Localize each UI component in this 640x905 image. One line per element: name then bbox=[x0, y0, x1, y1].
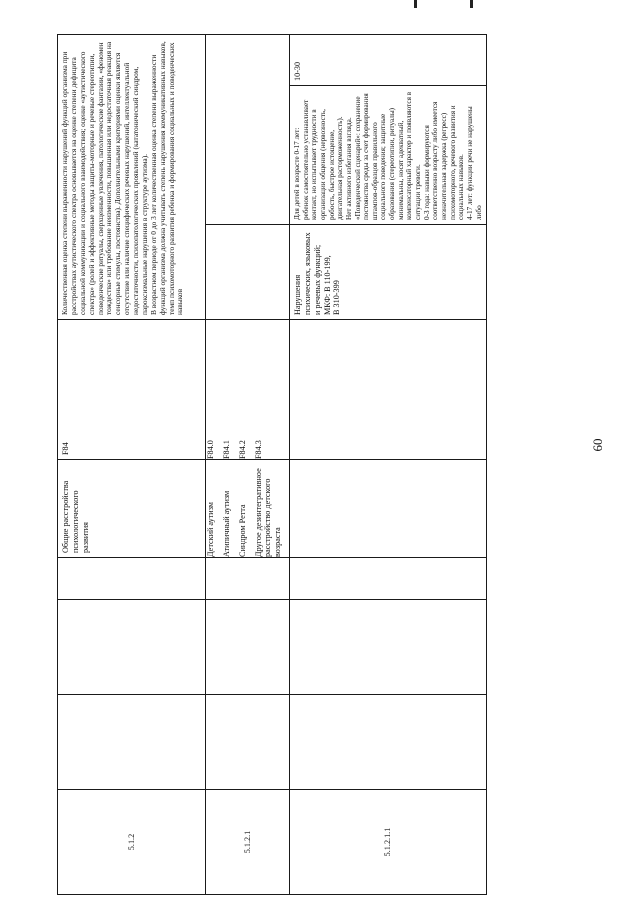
top-mark bbox=[470, 0, 473, 8]
empty-cell bbox=[58, 695, 206, 790]
icd-code bbox=[290, 320, 487, 460]
criteria-text: Для детей в возрасте 0-17 лет: ребенок самостоятельно устанавливает контакт, но испытывает трудности в организации общения (нервозность, робость, быстрое истощение, двигательная расторможенность). Нет активного избегания взгляда. «Поведенческий сценарий»: сохранение постоянства среды за счет формирования штампов-образцов правильного социального поведения; защитные образования (стереотипии, ритуалы) минимальны, носят адекватный, компенсаторный характер и появляются в ситуации тревоги. 0-3 года: навыки формируются соответственно возрасту либо имеется незначительная задержка (регресс) психомоторного, речевого развития и социальных навыков. 4-17 лет: функции речи не нарушены либо bbox=[290, 85, 486, 224]
table-row bbox=[206, 34, 290, 894]
subitem-icd: F84.3 bbox=[253, 440, 263, 459]
empty-cell bbox=[206, 225, 290, 320]
table-row bbox=[58, 34, 206, 894]
empty-cell bbox=[290, 558, 487, 600]
subitem-icd: F84.2 bbox=[237, 440, 247, 459]
empty-cell bbox=[290, 460, 487, 558]
subitem-codes bbox=[206, 320, 269, 459]
top-mark bbox=[414, 0, 417, 8]
rotated-table-wrapper bbox=[57, 35, 483, 895]
empty-cell bbox=[290, 600, 487, 695]
subitem-name: Другое дезинтегративное расстройство детского возраста bbox=[253, 468, 283, 557]
criteria-table bbox=[57, 34, 487, 895]
percent-value: 10-30 bbox=[293, 61, 303, 81]
empty-cell bbox=[206, 34, 290, 224]
empty-cell bbox=[58, 558, 206, 600]
subitem-names bbox=[206, 460, 289, 557]
empty-cell bbox=[290, 695, 487, 790]
empty-cell bbox=[206, 695, 290, 790]
row-code: 5.1.2.1.1 bbox=[290, 790, 487, 895]
empty-cell bbox=[206, 320, 290, 460]
subitem-name: Детский аутизм bbox=[206, 502, 215, 557]
empty-cell bbox=[206, 558, 290, 600]
assessment-criteria-detail bbox=[290, 34, 487, 224]
diagnosis-mkf: Нарушения психических, языковых и речевых функций; МКФ: B 110-199, B 310-399 bbox=[290, 225, 487, 320]
row-code: 5.1.2 bbox=[58, 790, 206, 895]
row-code: 5.1.2.1 bbox=[206, 790, 290, 895]
subitem-name: Атипичный аутизм bbox=[221, 490, 231, 557]
disorder-name: Общие расстройства психологического развития bbox=[58, 460, 206, 558]
subitem-icd: F84.1 bbox=[221, 440, 231, 459]
assessment-criteria: Количественная оценка степени выраженности нарушений функций организма при расстройствах аутистического спектра основывается на оценке степени дефицита социальной коммуникации и социального взаимодействия; оценке «аутистического спектра» (ролей и эффективные методы защиты-моторные и речевые стереотипии, поведенческие ритуалы, сверхценные увлечения, патологические фантазии, «феномен тождества» или требование неизменности, повышенная или недостаточная реакция на сенсорные стимулы, постоянства). Дополнительными критериями оценки является отсутствие или наличие специфических речевых нарушений, интеллектуальной недостаточности, психопатологических проявлений (кататонический синдром, пароксизмальные нарушения в структуре аутизма). В возрастном периоде от 0 до 3 лет количественная оценка степени выраженности функций организма должна учитывать степень нарушения коммуникативных навыков, темп психомоторного развития ребенка и формирования социальных и поведенческих навыков bbox=[58, 34, 206, 319]
empty-cell bbox=[206, 600, 290, 695]
empty-cell bbox=[206, 460, 290, 558]
empty-cell bbox=[58, 600, 206, 695]
subitem-icd: F84.0 bbox=[206, 440, 215, 459]
subitem-name: Синдром Ретта bbox=[237, 504, 247, 557]
table-row bbox=[290, 34, 487, 894]
page-number: 60 bbox=[590, 438, 605, 452]
icd-code: F84 bbox=[58, 320, 206, 460]
